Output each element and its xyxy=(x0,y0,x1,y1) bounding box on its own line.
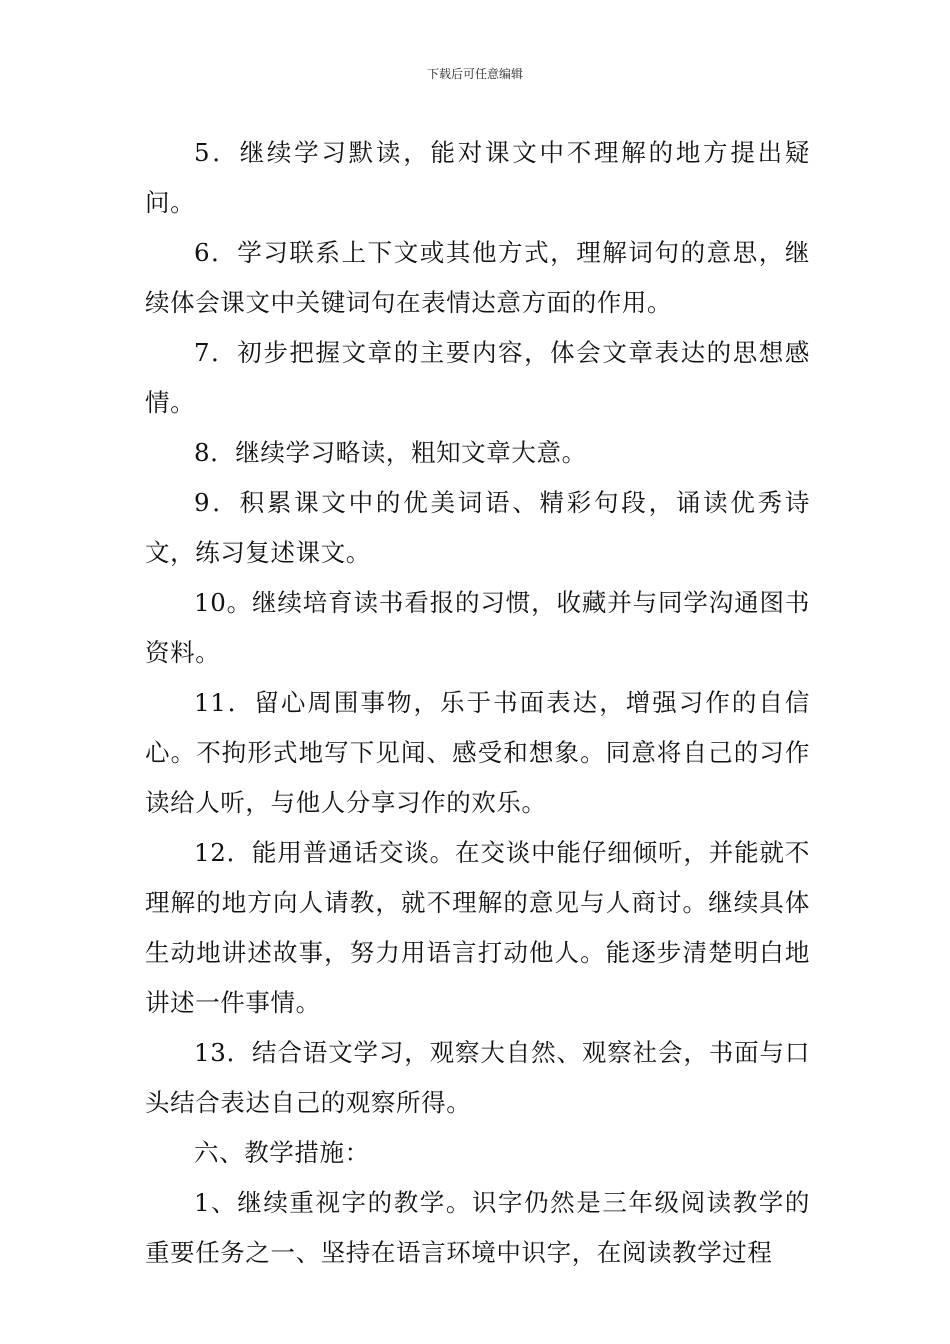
paragraph-item-11: 11．留心周围事物，乐于书面表达，增强习作的自信心。不拘形式地写下见闻、感受和想象。同意将自己的习作读给人听，与他人分享习作的欢乐。 xyxy=(145,688,810,817)
paragraph-item-13: 13．结合语文学习，观察大自然、观察社会，书面与口头结合表达自己的观察所得。 xyxy=(145,1038,810,1117)
paragraph-item-10: 10。继续培育读书看报的习惯，收藏并与同学沟通图书资料。 xyxy=(145,588,810,667)
paragraph-item-8: 8．继续学习略读，粗知文章大意。 xyxy=(194,438,587,467)
document-body xyxy=(145,128,810,1278)
section-heading-teaching-measures: 六、教学措施： xyxy=(194,1138,370,1167)
page-header: 下载后可任意编辑 xyxy=(426,67,523,81)
paragraph-item-12: 12．能用普通话交谈。在交谈中能仔细倾听，并能就不理解的地方向人请教，就不理解的意见与人商讨。继续具体生动地讲述故事，努力用语言打动他人。能逐步清楚明白地讲述一件事情。 xyxy=(145,838,810,1017)
paragraph-item-5: 5．继续学习默读，能对课文中不理解的地方提出疑问。 xyxy=(145,138,810,217)
paragraph-item-9: 9．积累课文中的优美词语、精彩句段，诵读优秀诗文，练习复述课文。 xyxy=(145,488,810,567)
paragraph-item-6: 6．学习联系上下文或其他方式，理解词句的意思，继续体会课文中关键词句在表情达意方面的作用。 xyxy=(145,238,810,317)
paragraph-item-7: 7．初步把握文章的主要内容，体会文章表达的思想感情。 xyxy=(145,338,810,417)
paragraph-measure-1: 1、继续重视字的教学。识字仍然是三年级阅读教学的重要任务之一、坚持在语言环境中识字，在阅读教学过程 xyxy=(145,1188,810,1267)
